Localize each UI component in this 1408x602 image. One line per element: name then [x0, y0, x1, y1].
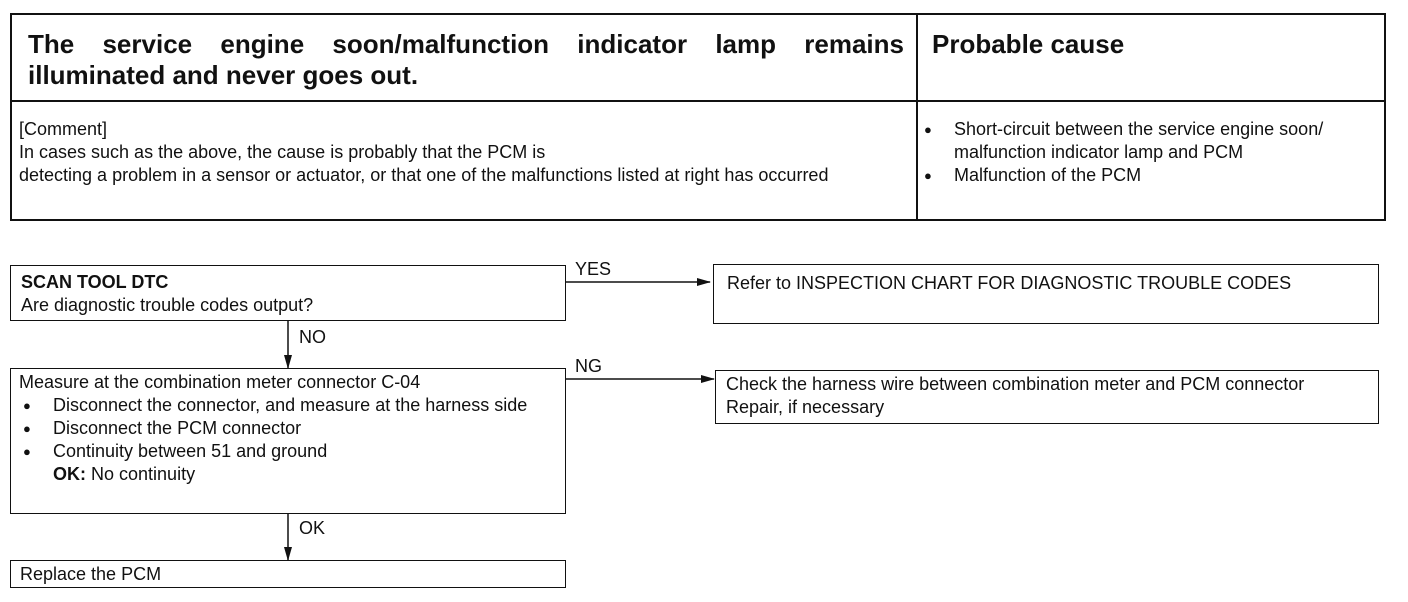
probable-cause-heading: Probable cause: [932, 29, 1125, 59]
bullet-icon: ●: [23, 444, 31, 459]
no-label: NO: [299, 327, 326, 347]
final-text: Replace the PCM: [20, 564, 162, 584]
scan-tool-dtc-box: [10, 265, 566, 321]
cause-text: Malfunction of the PCM: [954, 165, 1142, 185]
bullet-text: Continuity between 51 and ground: [53, 441, 328, 461]
result-text: Check the harness wire between combination meter and PCM connector Repair, if necessary: [726, 374, 1305, 417]
list-item: [19, 440, 557, 463]
ok-label: OK: [299, 518, 326, 538]
step-question: Are diagnostic trouble codes output?: [21, 295, 314, 315]
harness-check-box: [715, 370, 1379, 424]
yes-label: YES: [575, 259, 612, 279]
comment-label: [Comment]: [19, 119, 108, 139]
ok-value: No continuity: [91, 464, 196, 484]
ng-label: NG: [575, 356, 602, 376]
bullet-icon: ●: [23, 421, 31, 436]
bullet-text: Disconnect the connector, and measure at the harness side: [53, 395, 528, 415]
replace-pcm-box: [10, 560, 566, 588]
bullet-text: Disconnect the PCM connector: [53, 418, 302, 438]
list-item: [19, 417, 557, 440]
ok-criteria: [19, 463, 557, 486]
step-title: SCAN TOOL DTC: [21, 272, 169, 292]
ok-key: OK:: [53, 464, 86, 484]
cause-text: Short-circuit between the service engine soon/ malfunction indicator lamp and PCM: [954, 119, 1324, 162]
bullet-icon: ●: [924, 122, 932, 137]
bullet-icon: ●: [924, 168, 932, 183]
comment-line: In cases such as the above, the cause is probably that the PCM is: [19, 142, 546, 162]
list-item: [19, 394, 557, 417]
symptom-title: The service engine soon/malfunction indicator lamp remains illuminated and never goes out.: [28, 29, 904, 90]
step-title: Measure at the combination meter connector C-04: [19, 372, 421, 392]
dtc-inspection-box: [713, 264, 1379, 324]
bullet-icon: ●: [23, 398, 31, 413]
comment-line: detecting a problem in a sensor or actuator, or that one of the malfunctions listed at right has occurred: [19, 165, 829, 185]
measure-connector-box: [10, 368, 566, 514]
result-text: Refer to INSPECTION CHART FOR DIAGNOSTIC TROUBLE CODES: [727, 273, 1292, 293]
